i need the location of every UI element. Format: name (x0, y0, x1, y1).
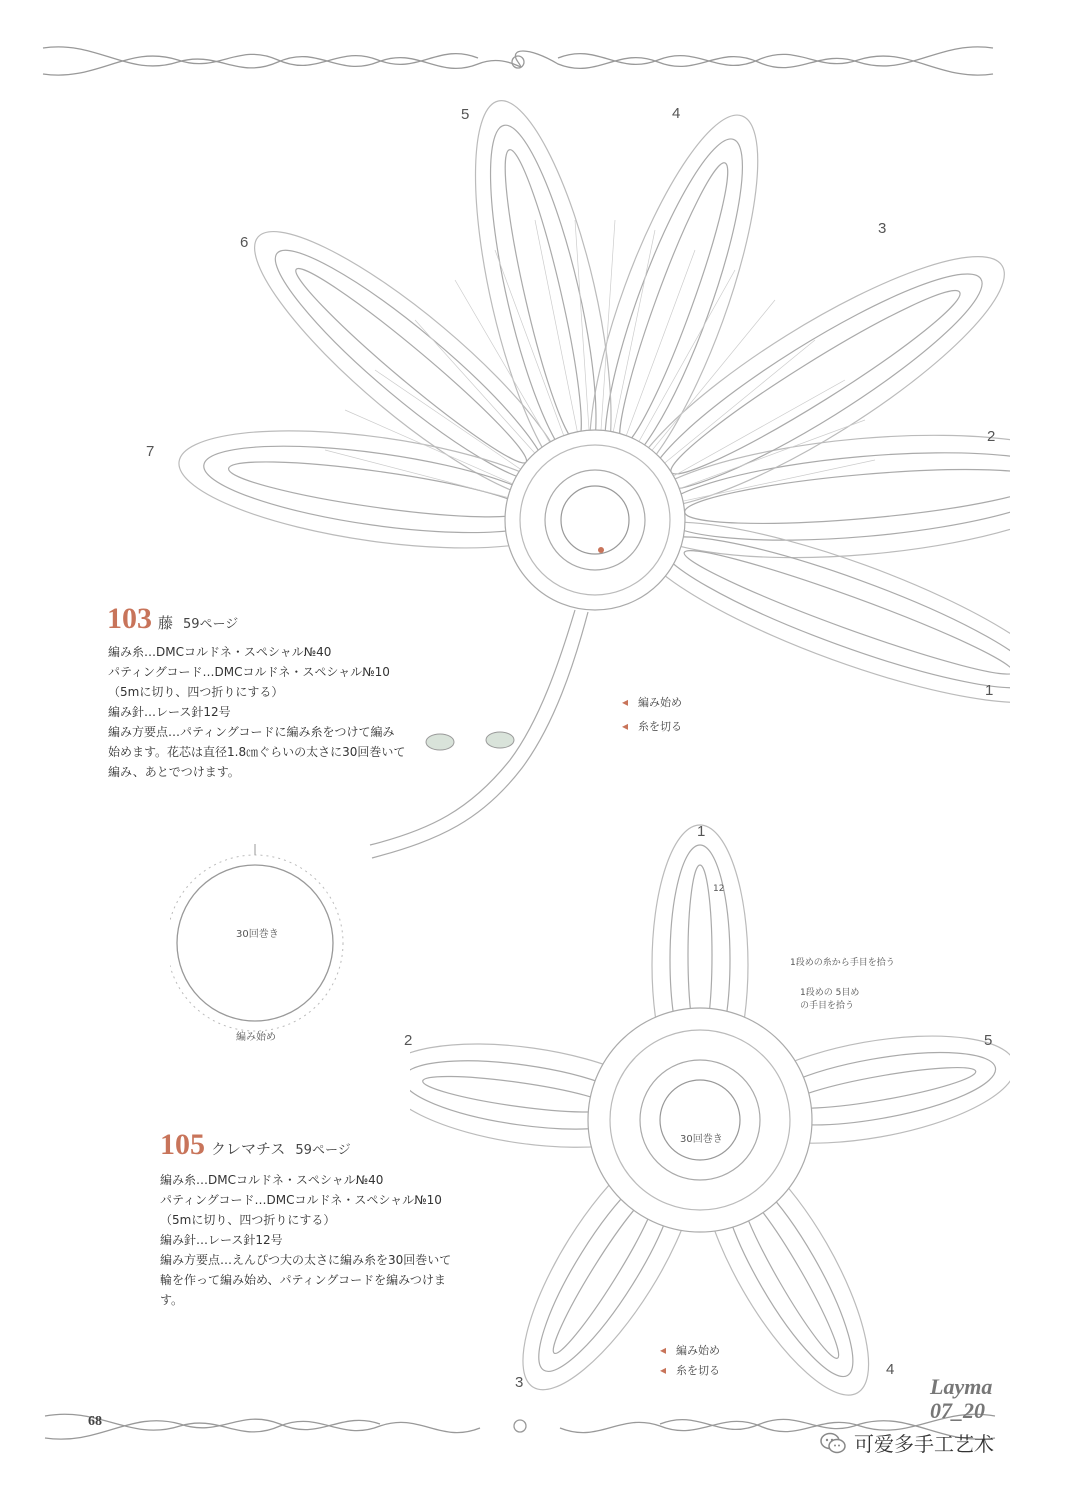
pattern-105-page-ref: 59ページ (295, 1143, 351, 1158)
pattern-103-line: 編み糸…DMCコルドネ・スペシャル№40 (108, 645, 332, 659)
ring-center-label: 30回巻き (236, 929, 279, 940)
petal-number-105-1: 1 (697, 823, 706, 840)
petal-number-103-5: 5 (461, 106, 470, 123)
annotation-2: 1段めの 5目めの手目を拾う (800, 988, 860, 1011)
wechat-icon (820, 1432, 846, 1454)
signature-line-2: 07_20 (930, 1398, 985, 1423)
legend-cut: 糸を切る (638, 720, 683, 733)
pattern-105-number: 105 (160, 1128, 205, 1161)
pattern-103-line: （5mに切り、四つ折りにする） (108, 685, 284, 699)
pattern-105-line: す。 (160, 1293, 184, 1307)
petal-number-105-4: 4 (886, 1361, 895, 1378)
pattern-105-line: 編み針…レース針12号 (160, 1233, 283, 1247)
signature-line-1: Layma (930, 1374, 993, 1399)
petal-number-105-3: 3 (515, 1374, 524, 1391)
petal-number-103-1: 1 (985, 682, 994, 699)
pattern-105-title: クレマチス (211, 1140, 286, 1158)
petal-number-105-2: 2 (404, 1032, 413, 1049)
petal-group (172, 100, 1010, 736)
cut-arrow-icon: ◂ (622, 719, 629, 733)
cut-arrow-icon: ◂ (660, 1363, 667, 1377)
small-number-12: 12 (713, 884, 725, 894)
petal-number-105-5: 5 (984, 1032, 993, 1049)
top-ornament-border (38, 38, 998, 84)
pattern-103-line: 始めます。花芯は直径1.8㎝ぐらいの太さに30回巻いて (108, 745, 406, 759)
signature (930, 1375, 992, 1423)
pattern-105-line: （5mに切り、四つ折りにする） (160, 1213, 336, 1227)
ring-chart (170, 840, 350, 1040)
pattern-105-heading (160, 1128, 351, 1162)
crochet-chart-105 (410, 820, 1010, 1400)
pattern-103-heading (107, 602, 238, 636)
petal-number-103-3: 3 (878, 220, 887, 237)
legend-start: 編み始め (638, 696, 683, 709)
pattern-103-line: 編み方要点…パティングコードに編み糸をつけて編み (108, 725, 395, 739)
legend-cut: 糸を切る (676, 1364, 721, 1377)
pattern-105-line: 編み糸…DMCコルドネ・スペシャル№40 (160, 1173, 384, 1187)
watermark (820, 1428, 994, 1457)
pattern-105-line: 編み方要点…えんぴつ大の太さに編み糸を30回巻いて (160, 1253, 452, 1267)
legend-103 (622, 690, 682, 738)
petal-number-103-6: 6 (240, 234, 249, 251)
pattern-105-line: パティングコード…DMCコルドネ・スペシャル№10 (160, 1193, 442, 1207)
watermark-text: 可爱多手工艺术 (854, 1432, 994, 1456)
start-arrow-icon: ◂ (660, 1343, 667, 1357)
pattern-103-number: 103 (107, 602, 152, 635)
pattern-103-page-ref: 59ページ (183, 617, 239, 632)
pattern-103-description (108, 642, 448, 782)
petal-number-103-4: 4 (672, 105, 681, 122)
petal-number-103-7: 7 (146, 443, 155, 460)
page-number: 68 (88, 1414, 102, 1429)
pattern-105-center-label: 30回巻き (680, 1134, 723, 1145)
ring-bottom-label: 編み始め (236, 1032, 276, 1043)
legend-start: 編み始め (676, 1344, 721, 1357)
petal-number-103-2: 2 (987, 428, 996, 445)
pattern-105-line: 輪を作って編み始め、パティングコードを編みつけま (160, 1273, 446, 1287)
pattern-105-description (160, 1170, 500, 1310)
pattern-103-line: 編み針…レース針12号 (108, 705, 231, 719)
start-arrow-icon: ◂ (622, 695, 629, 709)
legend-105 (660, 1340, 720, 1380)
pattern-103-line: パティングコード…DMCコルドネ・スペシャル№10 (108, 665, 390, 679)
pattern-103-title: 藤 (158, 614, 174, 632)
pattern-103-line: 編み、あとでつけます。 (108, 765, 240, 779)
annotation-1: 1段めの糸から手目を拾う (790, 958, 895, 968)
